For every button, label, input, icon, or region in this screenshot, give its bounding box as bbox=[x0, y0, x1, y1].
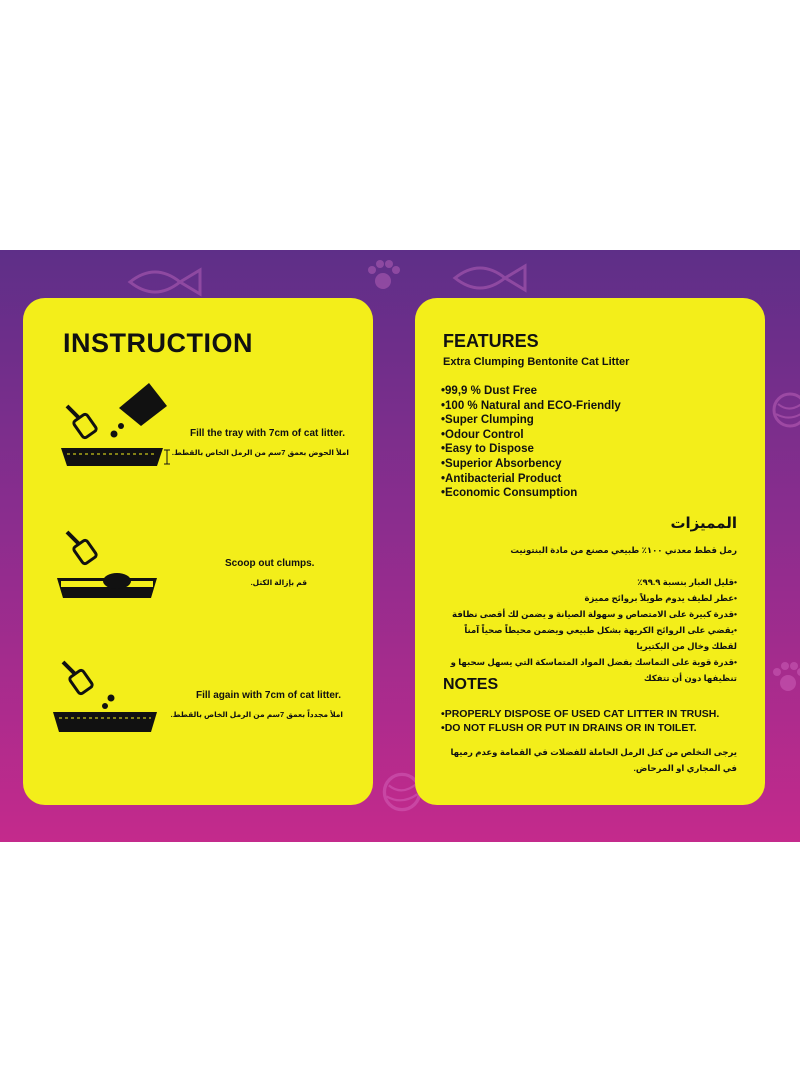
list-item: • قدرة كبيرة على الامتصاص و سهولة الصيانة و يضمن لك أقصى نظافة bbox=[437, 606, 737, 622]
notes-list bbox=[441, 707, 719, 735]
arabic-features-list bbox=[437, 574, 737, 686]
list-item: • 100 % Natural and ECO-Friendly bbox=[441, 399, 621, 414]
list-item: • 99,9 % Dust Free bbox=[441, 384, 621, 399]
litter-bag-icon bbox=[111, 383, 168, 438]
list-item: • Superior Absorbency bbox=[441, 457, 621, 472]
features-card bbox=[415, 298, 765, 805]
features-subtitle: Extra Clumping Bentonite Cat Litter bbox=[443, 356, 630, 368]
arabic-features-title: المميزات bbox=[670, 515, 737, 532]
scoop-icon bbox=[63, 662, 115, 709]
fill-again-illustration bbox=[53, 658, 163, 738]
paw-icon bbox=[770, 660, 800, 696]
list-item: • قليل الغبار بنسبة ٩٩.٩٪ bbox=[437, 574, 737, 590]
arabic-notes-text: يرجى التخلص من كتل الرمل الحاملة للفضلات في القمامة وعدم رميها في المجاري او المرحاض. bbox=[450, 747, 737, 773]
paw-icon bbox=[365, 258, 401, 294]
scoop-icon bbox=[67, 406, 97, 439]
step-3-arabic: املأ مجدداً بعمق 7سم من الرمل الخاص بالقطط. bbox=[170, 710, 343, 719]
yarn-ball-icon bbox=[770, 390, 800, 430]
list-item: • قدرة قوية على التماسك بفضل المواد المتماسكة التي يسهل سحبها و تنظيفها دون أن تتفكك bbox=[437, 654, 737, 686]
step-1-text: Fill the tray with 7cm of cat litter. bbox=[190, 428, 346, 439]
step-2-arabic: قم بإزالة الكتل. bbox=[250, 578, 307, 587]
list-item: • Easy to Dispose bbox=[441, 442, 621, 457]
list-item: • Super Clumping bbox=[441, 413, 621, 428]
litter-tray-icon bbox=[53, 712, 157, 732]
notes-title: NOTES bbox=[443, 676, 499, 693]
list-item: • Economic Consumption bbox=[441, 486, 621, 501]
scoop-clumps-illustration bbox=[57, 526, 167, 606]
fish-icon bbox=[125, 262, 205, 302]
step-1-arabic: املأ الحوض بعمق 7سم من الرمل الخاص بالقطط. bbox=[171, 448, 349, 457]
fill-tray-illustration bbox=[59, 378, 179, 478]
litter-tray-icon bbox=[61, 448, 170, 466]
features-list bbox=[441, 384, 621, 501]
list-item: • يقضي على الروائح الكريهة بشكل طبيعي ويضمن محيطاً صحياً آمناً لقطك وخال من البكتيريا bbox=[437, 622, 737, 654]
litter-tray-icon bbox=[57, 573, 157, 598]
features-title: FEATURES bbox=[443, 331, 539, 351]
instruction-card bbox=[23, 298, 373, 805]
step-2-text: Scoop out clumps. bbox=[225, 558, 315, 569]
list-item: • Antibacterial Product bbox=[441, 472, 621, 487]
step-3-text: Fill again with 7cm of cat litter. bbox=[196, 690, 342, 701]
list-item: • PROPERLY DISPOSE OF USED CAT LITTER IN TRUSH. bbox=[441, 707, 719, 721]
instruction-title: INSTRUCTION bbox=[63, 328, 253, 358]
list-item: • DO NOT FLUSH OR PUT IN DRAINS OR IN TOILET. bbox=[441, 721, 719, 735]
fish-icon bbox=[450, 258, 530, 298]
list-item: • عطر لطيف يدوم طويلاً بروائح مميزة bbox=[437, 590, 737, 606]
scoop-icon bbox=[67, 532, 97, 565]
list-item: • Odour Control bbox=[441, 428, 621, 443]
arabic-features-intro: رمل قطط معدني ١٠٠٪ طبيعي مصنع من مادة البنتونيت bbox=[510, 545, 737, 555]
